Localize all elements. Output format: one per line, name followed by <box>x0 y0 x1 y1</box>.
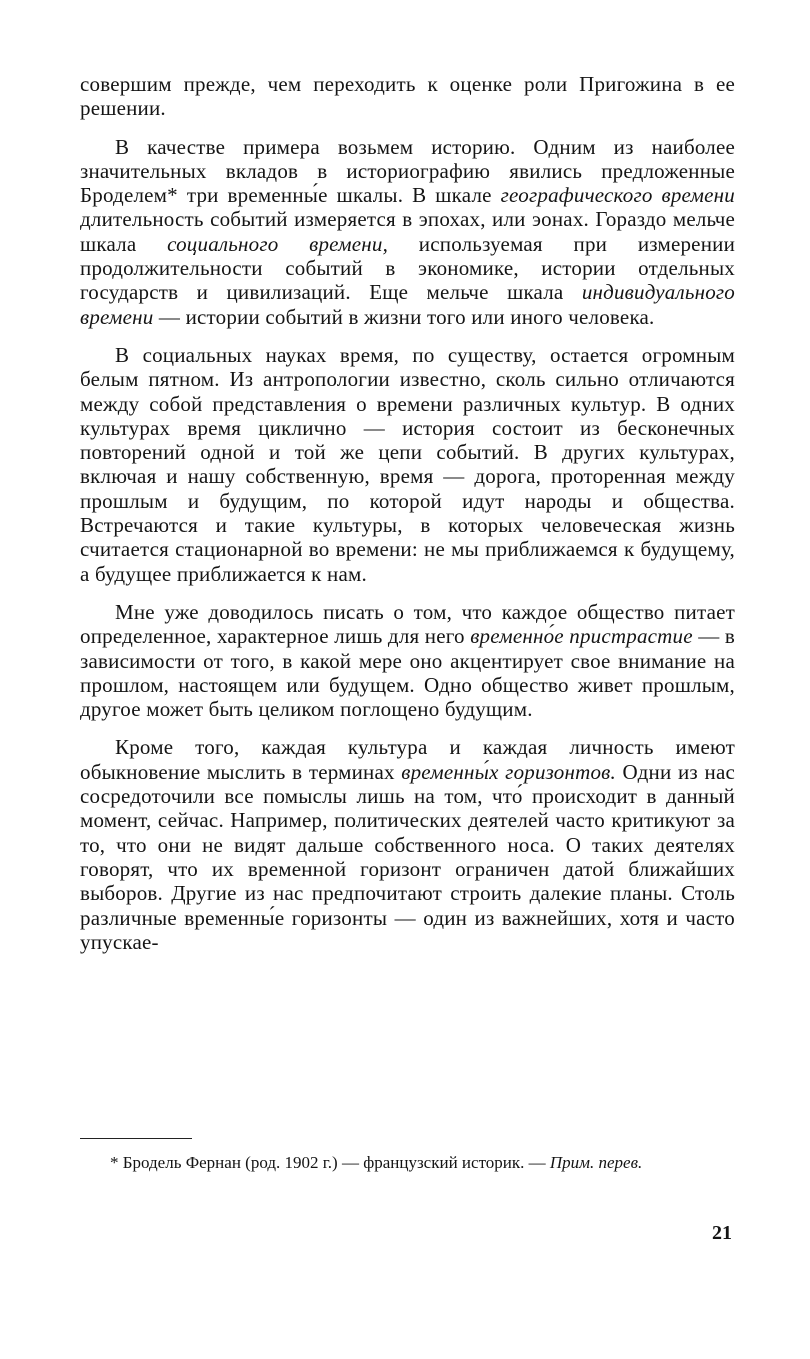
text-run: * Бродель Фернан (род. 1902 г.) — французский историк. — <box>110 1153 550 1172</box>
paragraph-3 <box>80 343 735 586</box>
text-run: — истории событий в жизни того или иного человека. <box>153 304 655 329</box>
italic-phrase: Прим. перев. <box>549 1153 643 1172</box>
text-run: Мне уже доводилось писать о том, что каждое общество питает определенное, характерное лишь для него <box>80 599 735 649</box>
text-run: В социальных науках время, по существу, остается огромным белым пятном. Из антропологии известно, сколь сильно отличаются между собой представления о времени различных культур. В одних культурах время циклично — история состоит из бесконечных повторений одной и той же цепи событий. В других культурах, включая и нашу собственную, время — дорога, проторенная между прошлым и будущим, по которой идут народы и общества. Встречаются и такие культуры, в которых человеческая жизнь считается стационарной во времени: не мы приближаемся к будущему, а будущее приближается к нам. <box>80 342 735 586</box>
footnote <box>80 1152 735 1173</box>
paragraph-5 <box>80 735 735 954</box>
italic-phrase: географического времени <box>500 183 735 208</box>
paragraph-4 <box>80 600 735 721</box>
text-run: совершим прежде, чем переходить к оценке роли Пригожина в ее решении. <box>80 72 735 121</box>
italic-phrase: временно́е пристрастие <box>470 624 693 649</box>
italic-phrase: индивидуального времени <box>80 280 735 329</box>
text-run: длительность событий измеряется в эпохах, или эонах. Гораздо мельче шкала <box>80 207 735 256</box>
italic-phrase: временны́х горизонтов. <box>401 759 616 784</box>
paragraph-1 <box>80 72 735 121</box>
italic-phrase: социального времени, <box>167 231 389 256</box>
text-run: используемая при измерении продолжительности событий в экономике, истории отдельных государств и цивилизаций. Еще мельче шкала <box>80 231 736 305</box>
text-run: В качестве примера возьмем историю. Одним из наиболее значительных вкладов в историографию явились предложенные Броделем* три временны́е шкалы. В шкале <box>80 134 735 208</box>
footnote-divider <box>80 1138 192 1139</box>
page-body <box>80 72 735 954</box>
page-number: 21 <box>712 1222 732 1244</box>
paragraph-2 <box>80 135 735 329</box>
text-run: Одни из нас сосредоточили все помыслы лишь на том, что́ происходит в данный момент, сейчас. Например, политических деятелей часто критикуют за то, что они не видят дальше собственного носа. О таких деятелях говорят, что их временной горизонт ограничен датой ближайших выборов. Другие из нас предпочитают строить далекие планы. Столь различные временны́е горизонты — один из важнейших, хотя и часто упускае- <box>80 759 735 954</box>
text-run: Кроме того, каждая культура и каждая личность имеют обыкновение мыслить в терминах <box>80 735 735 784</box>
text-run: — в зависимости от того, в какой мере оно акцентирует свое внимание на прошлом, настоящем или будущем. Одно общество живет прошлым, другое может быть целиком поглощено будущим. <box>80 624 735 722</box>
